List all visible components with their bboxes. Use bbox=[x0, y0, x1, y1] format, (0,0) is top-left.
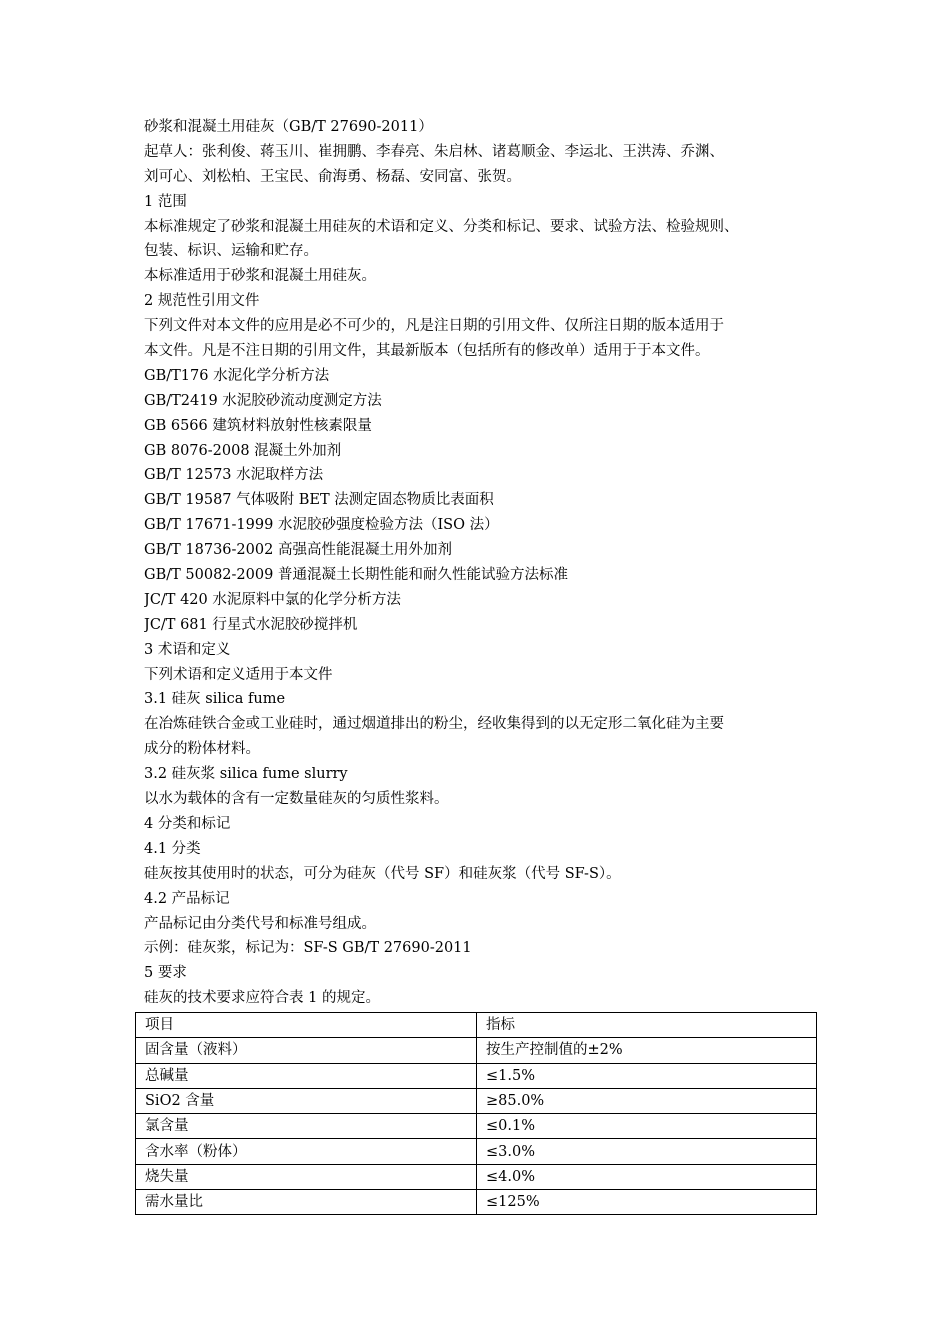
paragraph-line: 本标准规定了砂浆和混凝土用硅灰的术语和定义、分类和标记、要求、试验方法、检验规则、 bbox=[144, 218, 739, 235]
table-cell-value: ≥85.0% bbox=[477, 1088, 817, 1113]
table-row bbox=[136, 1139, 817, 1164]
table-row bbox=[136, 1114, 817, 1139]
subsection-heading-4-1: 4.1 分类 bbox=[144, 840, 201, 857]
table-cell-item: 固含量（液料） bbox=[136, 1038, 477, 1063]
paragraph-line: 成分的粉体材料。 bbox=[144, 741, 260, 758]
table-row bbox=[136, 1088, 817, 1113]
reference-item: GB/T 50082-2009 普通混凝土长期性能和耐久性能试验方法标准 bbox=[144, 567, 568, 584]
table-cell-value: ≤0.1% bbox=[477, 1114, 817, 1139]
table-row bbox=[136, 1164, 817, 1189]
table-cell-value: ≤125% bbox=[477, 1190, 817, 1215]
table-row bbox=[136, 1063, 817, 1088]
section-heading-5: 5 要求 bbox=[144, 965, 187, 982]
paragraph-line: 本文件。凡是不注日期的引用文件，其最新版本（包括所有的修改单）适用于于本文件。 bbox=[144, 343, 710, 360]
reference-item: GB/T2419 水泥胶砂流动度测定方法 bbox=[144, 392, 382, 409]
table-cell-item: 烧失量 bbox=[136, 1164, 477, 1189]
table-header-cell: 指标 bbox=[477, 1013, 817, 1038]
table-cell-item: 总碱量 bbox=[136, 1063, 477, 1088]
table-cell-item: 含水率（粉体） bbox=[136, 1139, 477, 1164]
table-cell-item: 需水量比 bbox=[136, 1190, 477, 1215]
table-row bbox=[136, 1038, 817, 1063]
paragraph-line: 以水为载体的含有一定数量硅灰的匀质性浆料。 bbox=[144, 791, 449, 808]
table-cell-item: 氯含量 bbox=[136, 1114, 477, 1139]
section-heading-2: 2 规范性引用文件 bbox=[144, 293, 260, 310]
table-cell-value: 按生产控制值的±2% bbox=[477, 1038, 817, 1063]
reference-item: JC/T 420 水泥原料中氯的化学分析方法 bbox=[144, 591, 401, 608]
reference-item: GB/T176 水泥化学分析方法 bbox=[144, 367, 330, 384]
section-heading-1: 1 范围 bbox=[144, 193, 187, 210]
table-cell-item: SiO2 含量 bbox=[136, 1088, 477, 1113]
reference-item: GB 6566 建筑材料放射性核素限量 bbox=[144, 417, 372, 434]
table-cell-value: ≤4.0% bbox=[477, 1164, 817, 1189]
subsection-heading-3-2: 3.2 硅灰浆 silica fume slurry bbox=[144, 766, 348, 783]
table-cell-value: ≤3.0% bbox=[477, 1139, 817, 1164]
paragraph-line: 硅灰的技术要求应符合表 1 的规定。 bbox=[144, 990, 380, 1007]
paragraph-line: 下列文件对本文件的应用是必不可少的，凡是注日期的引用文件、仅所注日期的版本适用于 bbox=[144, 318, 724, 335]
subsection-heading-3-1: 3.1 硅灰 silica fume bbox=[144, 691, 286, 708]
table-header-row bbox=[136, 1013, 817, 1038]
requirements-table bbox=[135, 1012, 817, 1215]
paragraph-line: 下列术语和定义适用于本文件 bbox=[144, 666, 333, 683]
document-title: 砂浆和混凝土用硅灰（GB/T 27690-2011） bbox=[144, 119, 433, 135]
paragraph-line: 本标准适用于砂浆和混凝土用硅灰。 bbox=[144, 268, 376, 285]
drafters-line-1: 起草人：张利俊、蒋玉川、崔拥鹏、李春亮、朱启林、诸葛顺金、李运北、王洪涛、乔渊、 bbox=[144, 143, 724, 160]
document-body bbox=[144, 115, 816, 1011]
reference-item: GB/T 12573 水泥取样方法 bbox=[144, 467, 324, 484]
table-cell-value: ≤1.5% bbox=[477, 1063, 817, 1088]
reference-item: JC/T 681 行星式水泥胶砂搅拌机 bbox=[144, 616, 358, 633]
reference-item: GB/T 18736-2002 高强高性能混凝土用外加剂 bbox=[144, 542, 452, 559]
example-line: 示例：硅灰浆，标记为：SF-S GB/T 27690-2011 bbox=[144, 940, 472, 957]
drafters-line-2: 刘可心、刘松柏、王宝民、俞海勇、杨磊、安同富、张贺。 bbox=[144, 168, 521, 185]
paragraph-line: 产品标记由分类代号和标准号组成。 bbox=[144, 915, 376, 932]
table-row bbox=[136, 1190, 817, 1215]
reference-item: GB/T 17671-1999 水泥胶砂强度检验方法（ISO 法） bbox=[144, 517, 499, 534]
table-header-cell: 项目 bbox=[136, 1013, 477, 1038]
subsection-heading-4-2: 4.2 产品标记 bbox=[144, 890, 230, 907]
reference-item: GB 8076-2008 混凝土外加剂 bbox=[144, 442, 342, 459]
section-heading-3: 3 术语和定义 bbox=[144, 641, 231, 658]
paragraph-line: 包装、标识、运输和贮存。 bbox=[144, 243, 318, 260]
paragraph-line: 在冶炼硅铁合金或工业硅时，通过烟道排出的粉尘，经收集得到的以无定形二氧化硅为主要 bbox=[144, 716, 724, 733]
paragraph-line: 硅灰按其使用时的状态，可分为硅灰（代号 SF）和硅灰浆（代号 SF-S）。 bbox=[144, 865, 621, 882]
section-heading-4: 4 分类和标记 bbox=[144, 815, 231, 832]
reference-item: GB/T 19587 气体吸附 BET 法测定固态物质比表面积 bbox=[144, 492, 494, 509]
